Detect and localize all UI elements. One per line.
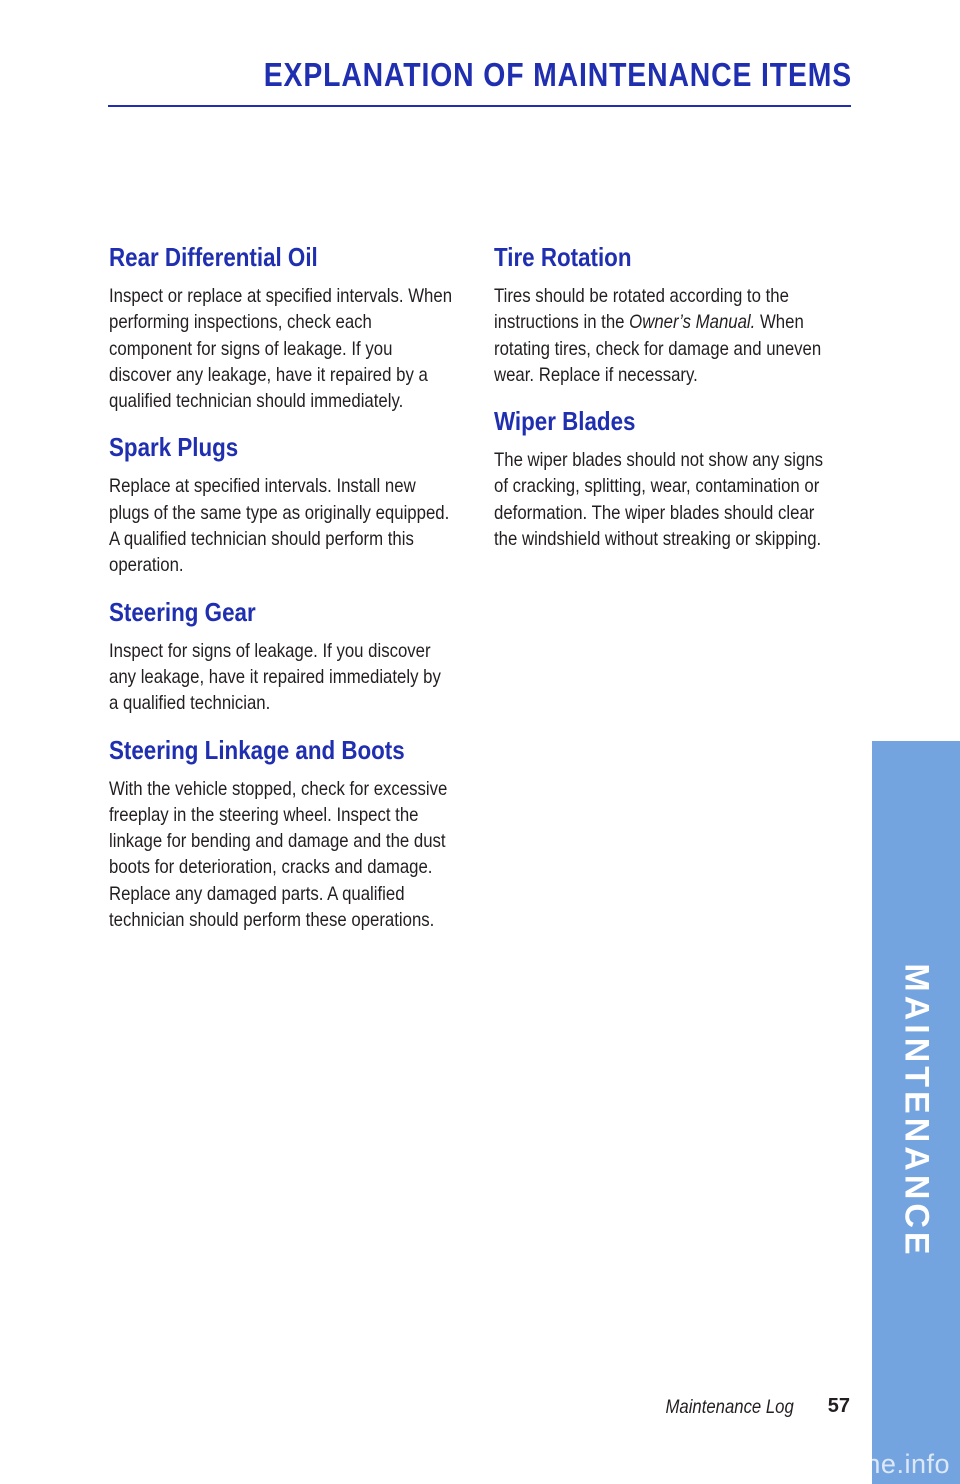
section-body: Inspect for signs of leakage. If you discover any leakage, have it repaired immediately by a qualified technician. <box>109 639 441 715</box>
section-heading: Steering Linkage and Boots <box>109 734 405 765</box>
page-number: 57 <box>827 1395 850 1417</box>
footer-section-name: Maintenance Log <box>665 1397 794 1418</box>
left-column <box>109 240 454 949</box>
section-heading: Spark Plugs <box>109 432 239 463</box>
body-text: When rotating tires, check for damage and uneven wear. Replace if necessary. <box>494 311 822 386</box>
body-text: Tires should be rotated according to the instructions in the <box>494 285 789 334</box>
section-steering-linkage-and-boots <box>109 733 454 934</box>
section-body: Replace at specified intervals. Install new plugs of the same type as originally equipped. A qualified technician should perform this operation. <box>109 475 450 577</box>
section-body: With the vehicle stopped, check for excessive freeplay in the steering wheel. Inspect the linkage for bending and damage and the dust boots for deterioration, cracks and damage. Replace any damaged parts. A qualified technician should perform these operations. <box>109 777 448 932</box>
section-tire-rotation <box>494 240 839 388</box>
section-heading: Wiper Blades <box>494 406 636 437</box>
side-tab <box>872 741 960 1484</box>
section-spark-plugs <box>109 430 454 578</box>
page-title: EXPLANATION OF MAINTENANCE ITEMS <box>263 56 852 93</box>
section-heading: Tire Rotation <box>494 242 632 272</box>
right-column <box>494 240 839 568</box>
title-rule <box>108 105 851 107</box>
section-body <box>494 283 838 388</box>
side-tab-label: MAINTENANCE <box>897 963 936 1259</box>
section-rear-differential-oil <box>109 240 454 414</box>
section-heading: Rear Differential Oil <box>109 242 318 272</box>
section-wiper-blades <box>494 404 839 552</box>
section-heading: Steering Gear <box>109 596 256 627</box>
section-body: The wiper blades should not show any signs of cracking, splitting, wear, contamination or deformation. The wiper blades should clear the windshield without streaking or skipping. <box>494 449 824 551</box>
watermark: carmanualsonline.info <box>676 1449 950 1479</box>
owners-manual-reference: Owner’s Manual. <box>629 311 756 334</box>
section-steering-gear <box>109 595 454 717</box>
section-body: Inspect or replace at specified intervals. When performing inspections, check each component for signs of leakage. If you discover any leakage, have it repaired by a qualified technician should immediately. <box>109 285 453 413</box>
